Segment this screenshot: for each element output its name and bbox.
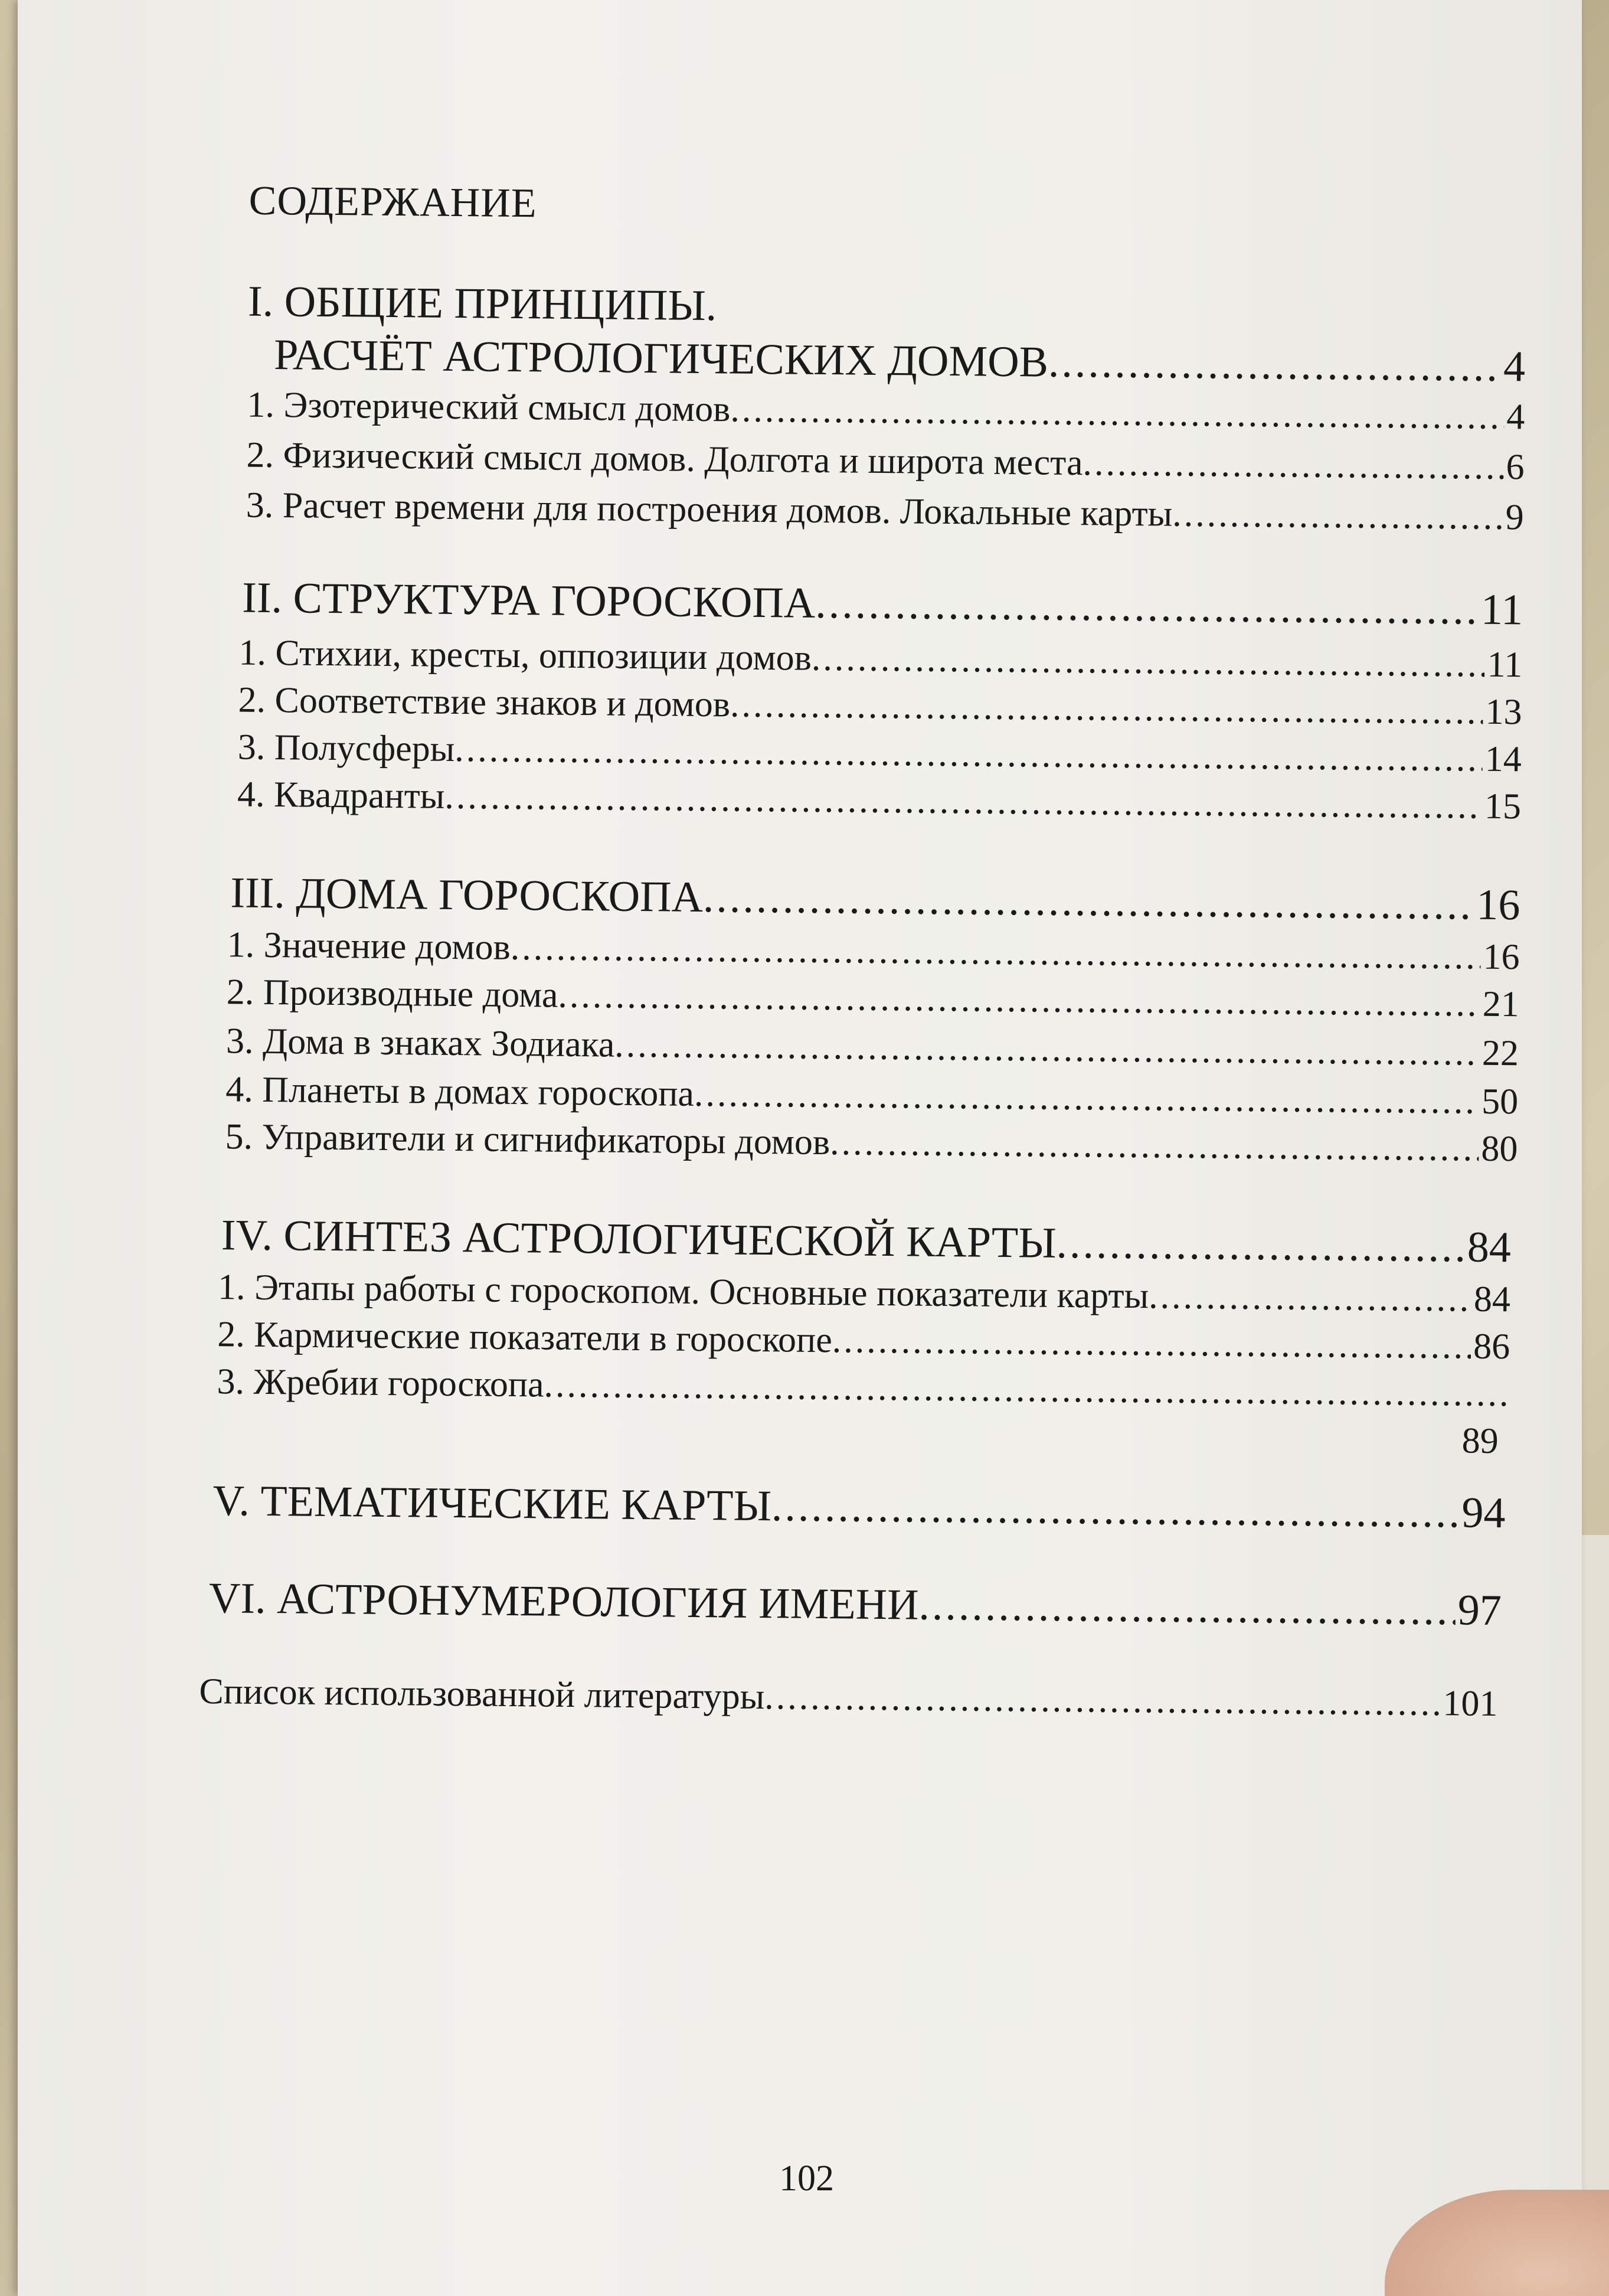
section-1-title-line1: I. ОБЩИЕ ПРИНЦИПЫ. [247,277,717,331]
toc-entry-label: Список использованной литературы [199,1671,765,1717]
dot-leader [812,638,1485,686]
toc-entry-label: IV. СИНТЕЗ АСТРОЛОГИЧЕСКОЙ КАРТЫ [221,1211,1057,1268]
toc-entry-section-6 [209,1573,1502,1636]
toc-entry-page: 9 [1505,497,1525,538]
toc-entry-label: 2. Производные дома [226,972,558,1015]
dot-leader [1056,1219,1465,1273]
toc-entry-label: II. СТРУКТУРА ГОРОСКОПА [241,573,816,628]
toc-entry [246,435,1525,489]
toc-entry-label: 1. Эзотерический смысл домов [247,384,731,430]
toc-entry-page: 84 [1473,1279,1511,1320]
toc-entry-bibliography [199,1671,1498,1725]
toc-entry [225,1069,1519,1123]
toc-entry-label: V. ТЕМАТИЧЕСКИЕ КАРТЫ [212,1477,772,1531]
toc-entry-section-2 [242,573,1523,636]
toc-entry-label: 2. Кармические показатели в гороскопе [217,1314,833,1361]
toc-entry-label: III. ДОМА ГОРОСКОПА [230,868,704,922]
toc-entry-page: 89 [1461,1420,1499,1462]
toc-entry-label: 1. Значение домов [227,925,511,968]
toc-entry-page: 11 [1487,644,1523,685]
toc-entry-label: РАСЧЁТ АСТРОЛОГИЧЕСКИХ ДОМОВ [273,331,1049,387]
dot-leader [694,1073,1480,1123]
toc-entry-page: 15 [1484,786,1522,827]
toc-entry-page: 84 [1467,1223,1512,1272]
dot-leader [1149,1275,1471,1320]
dot-leader [771,1481,1460,1538]
dot-leader [454,729,1483,780]
toc-entry-page: 16 [1476,880,1520,930]
dot-leader [764,1676,1441,1725]
toc-entry-label: VI. АСТРОНУМЕРОЛОГИЯ ИМЕНИ [208,1574,919,1629]
dot-leader [444,776,1482,828]
toc-entry-page: 94 [1461,1488,1506,1538]
toc-entry-page: 14 [1484,739,1522,780]
toc-entry-page: 11 [1480,585,1523,635]
toc-entry-section-3 [230,868,1520,930]
toc-entry [247,384,1525,439]
toc-entry-section-5 [212,1476,1506,1539]
toc-entry-page: 4 [1503,342,1526,391]
toc-entry-label: 1. Этапы работы с гороскопом. Основные показатели карты [217,1267,1149,1317]
dot-leader [511,927,1481,978]
toc-entry-label: 3. Расчет времени для построения домов. Локальные карты [246,485,1173,534]
toc-entry-label: 3. Дома в знаках Зодиака [225,1021,615,1065]
toc-entry-section-1 [274,330,1526,392]
toc-entry-label: 3. Жребии гороскопа [217,1361,544,1405]
dot-leader [1172,494,1503,538]
table-of-contents [199,0,1526,1725]
toc-entry [238,726,1522,780]
dot-leader [815,579,1479,635]
toc-entry [237,773,1522,828]
toc-entry [246,485,1524,539]
toc-entry-page: 4 [1506,397,1525,437]
toc-entry [238,632,1523,686]
toc-entry-label: 2. Соответствие знаков и домов [238,680,731,725]
toc-entry-label: 1. Стихии, кресты, оппозиции домов [238,632,812,678]
toc-entry [226,1020,1519,1074]
dot-leader [730,684,1483,733]
dot-leader [830,1122,1479,1170]
dot-leader [730,388,1505,438]
toc-entry [227,924,1520,978]
dot-leader [703,873,1474,930]
dot-leader [832,1320,1471,1367]
toc-entry-label: 3. Полусферы [237,727,455,769]
toc-entry-page: 13 [1485,691,1522,733]
toc-entry-page: 50 [1481,1081,1519,1122]
toc-entry [227,971,1520,1025]
toc-heading: СОДЕРЖАНИЕ [248,178,537,227]
dot-leader [558,975,1480,1025]
toc-entry-page: 22 [1482,1033,1519,1074]
toc-entry-page: 101 [1443,1683,1498,1725]
toc-entry-page: 16 [1483,936,1520,978]
toc-entry-page: 80 [1481,1128,1518,1170]
toc-entry-page: 97 [1457,1586,1502,1635]
book-page [18,0,1582,2296]
toc-entry-page: 21 [1482,984,1520,1025]
toc-entry [217,1314,1510,1368]
toc-entry [217,1361,1510,1415]
dot-leader [544,1364,1509,1416]
toc-entry [218,1266,1511,1321]
dot-leader [614,1024,1480,1074]
toc-entry [225,1116,1518,1170]
toc-entry-label: 5. Управители и сигнификаторы домов [225,1116,830,1163]
toc-entry-label: 4. Планеты в домах гороскопа [225,1069,695,1114]
dot-leader [1048,338,1502,392]
dot-leader [1083,442,1504,488]
page-number: 102 [779,2158,834,2199]
toc-entry-label: 2. Физический смысл домов. Долгота и широта места [246,435,1083,484]
toc-entry-section-4 [221,1210,1512,1273]
toc-entry-label: 4. Квадранты [237,774,445,816]
toc-entry [238,679,1522,733]
dot-leader [918,1580,1456,1636]
toc-entry-page: 6 [1506,447,1525,488]
toc-entry-page: 86 [1473,1326,1510,1367]
